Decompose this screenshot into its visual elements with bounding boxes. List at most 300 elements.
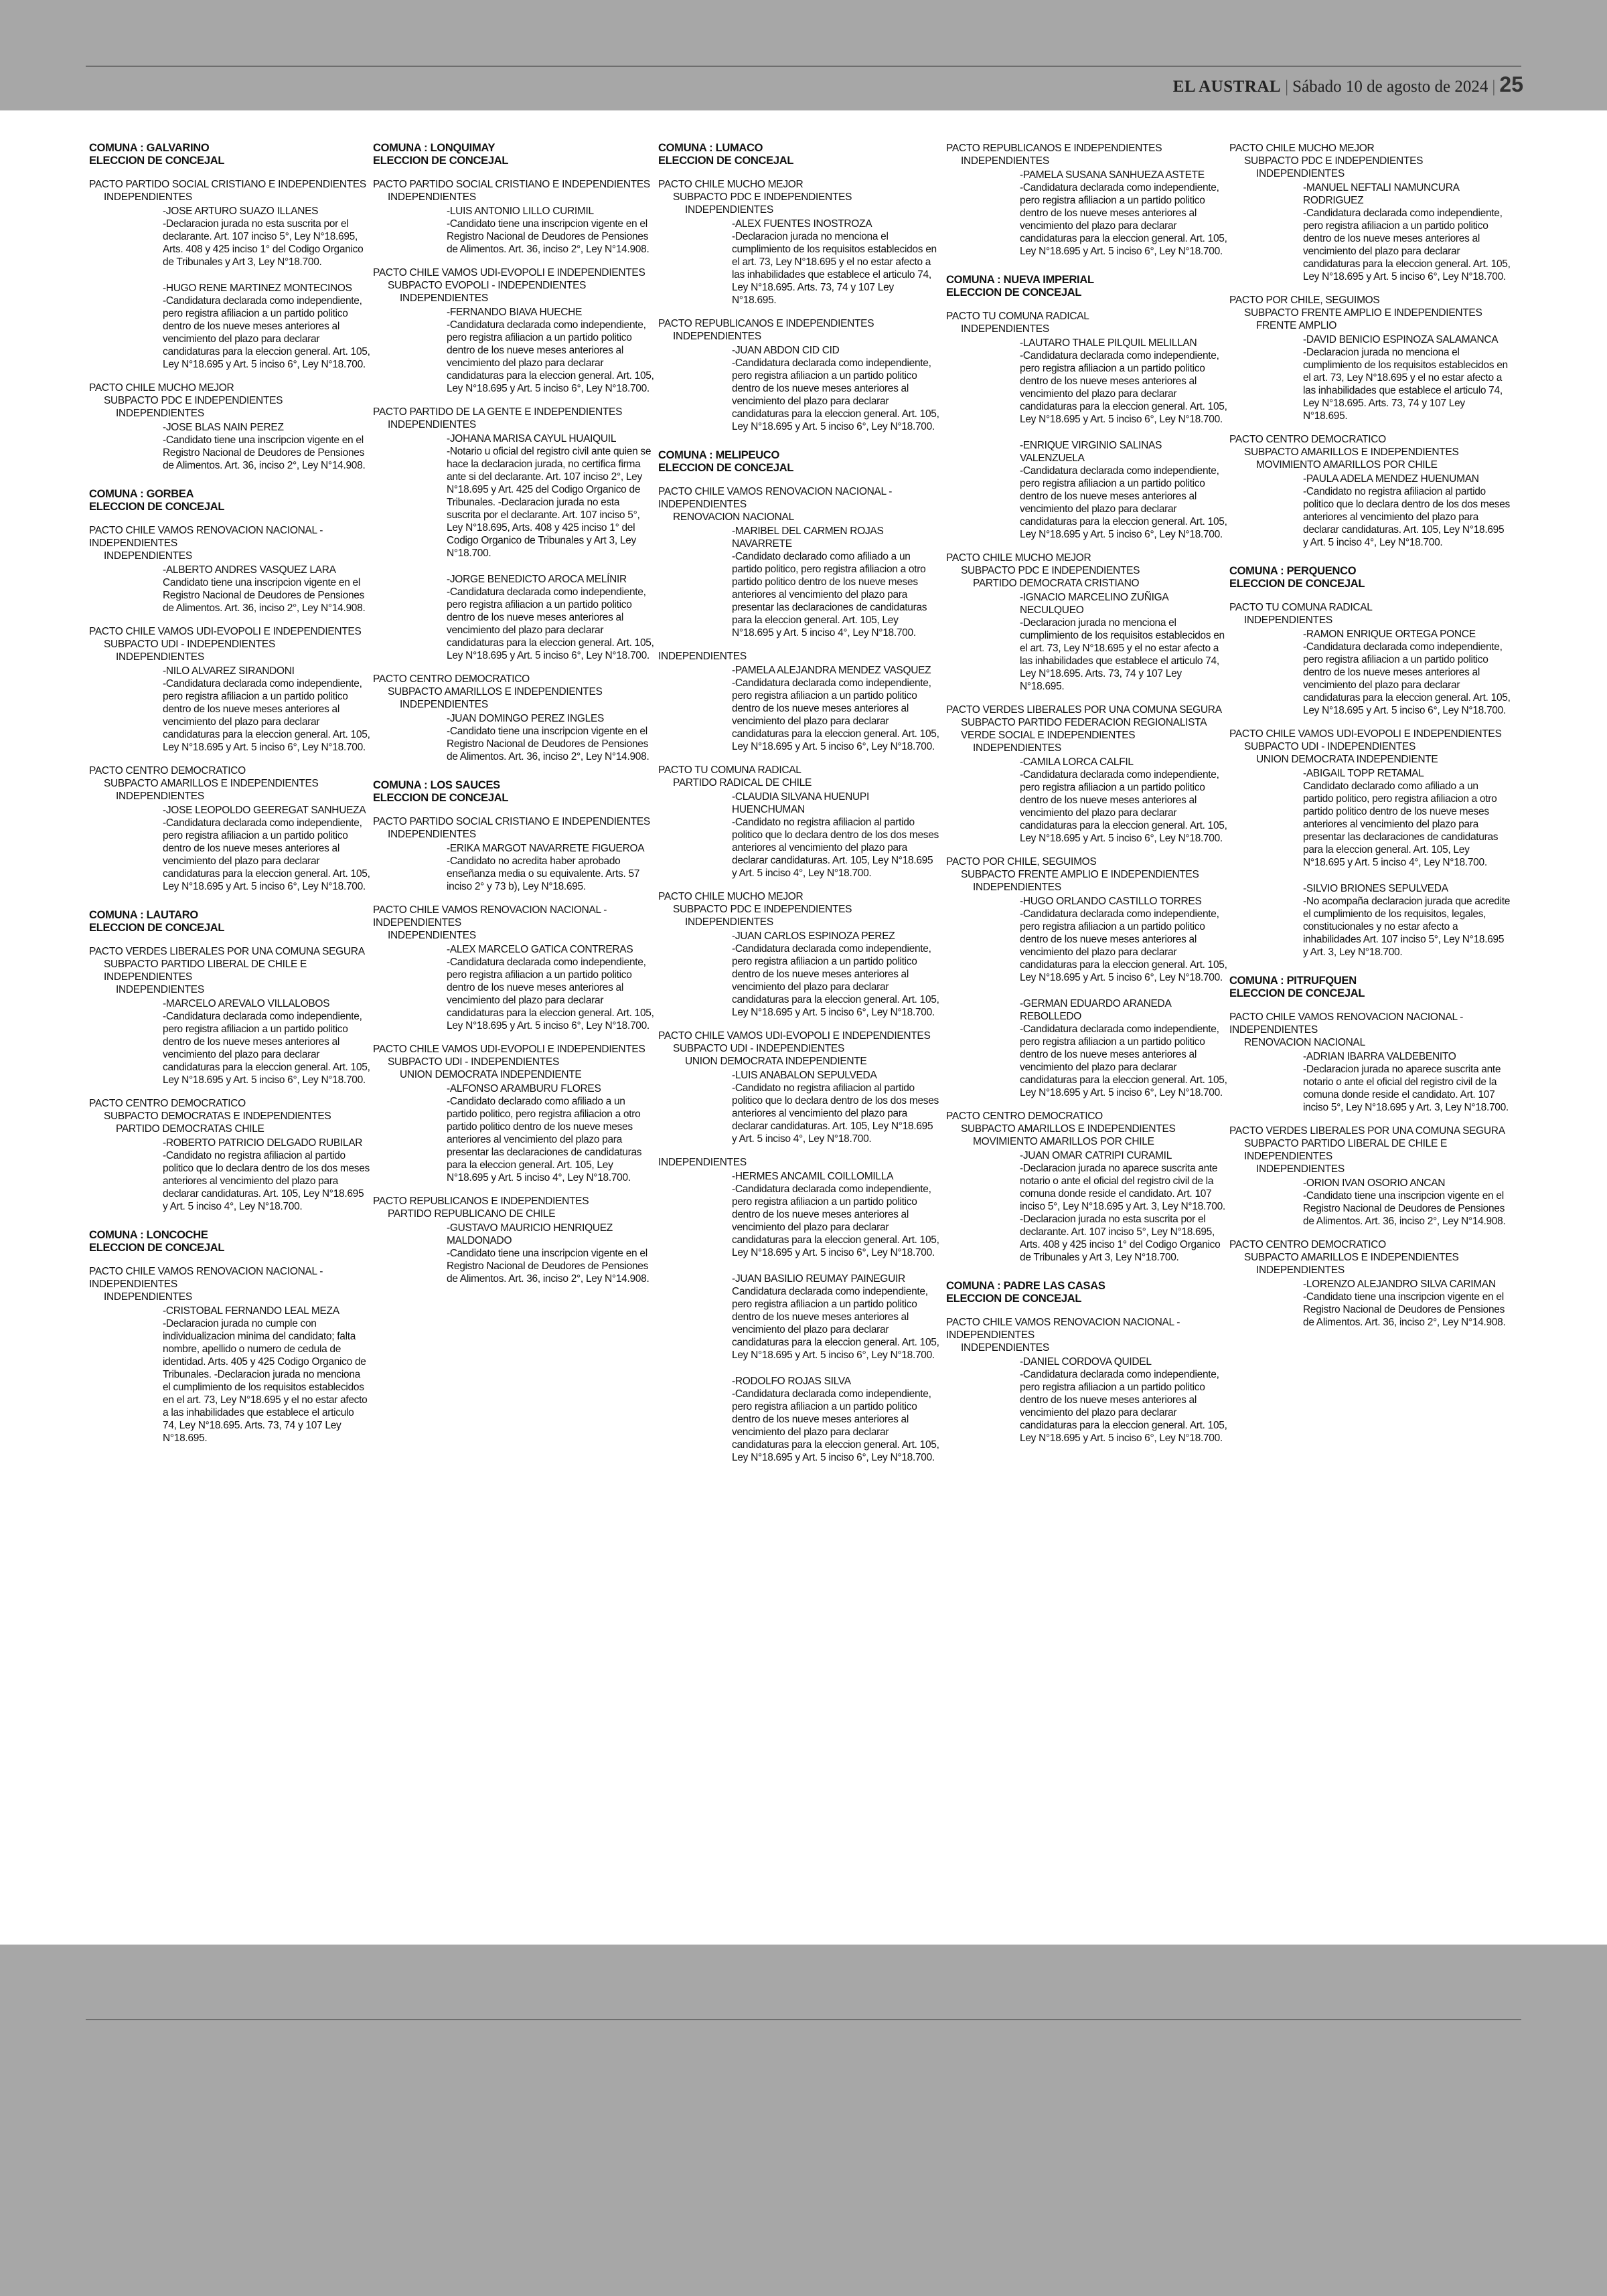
subpacto-name: INDEPENDIENTES <box>104 191 192 203</box>
pacto-name: PACTO CHILE MUCHO MEJOR <box>658 891 804 902</box>
election-heading: ELECCION DE CONCEJAL <box>1229 578 1365 590</box>
candidate-name: -CLAUDIA SILVANA HUENUPI HUENCHUMAN <box>732 791 869 815</box>
pacto-block <box>1229 294 1511 422</box>
candidate-observation: -Declaracion jurada no menciona el cumplimiento de los requisitos establecidos en el art. 73, Ley N°18.695 y el no estar afecto a las inhabilidades que establece el articulo 74, Ley N°18.695. Arts. 73, 74 y 107 Ley N°18.695. <box>732 231 937 306</box>
pacto-name: PACTO CHILE VAMOS UDI-EVOPOLI E INDEPENDIENTES <box>373 267 645 278</box>
subpacto-name: SUBPACTO PDC E INDEPENDIENTES <box>673 904 852 915</box>
pacto-block <box>89 178 370 371</box>
subpacto-name: SUBPACTO UDI - INDEPENDIENTES <box>104 639 275 650</box>
candidate-observation: -Candidatura declarada como independiente, pero registra afiliacion a un partido politico dentro de los nueve meses anteriores al vencimiento del plazo para declarar candidaturas para la eleccion general. Art. 105, Ley N°18.695 y Art. 5 inciso 6°, Ley N°18.700. <box>732 1388 939 1463</box>
subpacto-name: INDEPENDIENTES <box>961 155 1049 167</box>
subpacto-name: PARTIDO REPUBLICANO DE CHILE <box>388 1208 556 1220</box>
candidate-observation: -Declaracion jurada no menciona el cumplimiento de los requisitos establecidos en el art. 73, Ley N°18.695 y el no estar afecto a las inhabilidades que establece el articulo 74, Ley N°18.695. Arts. 73, 74 y 107 Ley N°18.695. <box>1020 617 1225 692</box>
subpacto-name: UNION DEMOCRATA INDEPENDIENTE <box>685 1056 867 1067</box>
pacto-block <box>89 764 370 893</box>
candidate-name: -MARCELO AREVALO VILLALOBOS <box>163 998 330 1009</box>
publication-name: EL AUSTRAL <box>1172 78 1282 96</box>
pacto-name: PACTO VERDES LIBERALES POR UNA COMUNA SEGURA <box>1229 1125 1505 1137</box>
candidate-name: -JUAN DOMINGO PEREZ INGLES <box>447 713 605 724</box>
pacto-block <box>373 904 654 1032</box>
candidate-entry <box>163 421 370 472</box>
subpacto-name: INDEPENDIENTES <box>685 204 773 216</box>
candidate-entry <box>163 205 370 268</box>
pacto-name: PACTO CENTRO DEMOCRATICO <box>89 1098 246 1109</box>
election-heading: ELECCION DE CONCEJAL <box>1229 987 1365 999</box>
candidate-name: -JUAN ABDON CID CID <box>732 345 840 356</box>
subpacto-name: SUBPACTO FRENTE AMPLIO E INDEPENDIENTES <box>961 869 1199 880</box>
candidate-observation: -Candidatura declarada como independiente, pero registra afiliacion a un partido politico dentro de los nueve meses anteriores al vencimiento del plazo para declarar candidaturas para la eleccion general. Art. 105, Ley N°18.695 y Art. 5 inciso 6°, Ley N°18.700. <box>163 1011 370 1086</box>
candidate-entry <box>163 564 370 614</box>
pacto-block <box>658 1030 939 1145</box>
candidate-observation: -Candidato no registra afiliacion al partido politico que lo declara dentro de los dos meses anteriores al vencimiento del plazo para declarar candidaturas. Art. 105, Ley N°18.695 y Art. 5 inciso 4°, Ley N°18.700. <box>732 817 939 879</box>
pacto-block <box>89 625 370 754</box>
section-gap <box>89 893 370 909</box>
candidate-observation: -Candidatura declarada como independiente, pero registra afiliacion a un partido politico dentro de los nueve meses anteriores al vencimiento del plazo para declarar candidaturas para la eleccion general. Art. 105, Ley N°18.695 y Art. 5 inciso 6°, Ley N°18.700. <box>1020 769 1227 844</box>
candidate-observation: -Candidatura declarada como independiente, pero registra afiliacion a un partido politico dentro de los nueve meses anteriores al vencimiento del plazo para declarar candidaturas para la eleccion general. Art. 105, Ley N°18.695 y Art. 5 inciso 6°, Ley N°18.700. <box>732 677 939 752</box>
candidate-name: -GERMAN EDUARDO ARANEDA REBOLLEDO <box>1020 998 1171 1022</box>
pacto-name: PACTO PARTIDO SOCIAL CRISTIANO E INDEPENDIENTES <box>373 179 650 190</box>
pacto-block <box>1229 1125 1511 1228</box>
section-gap <box>1229 959 1511 975</box>
subpacto-name: INDEPENDIENTES <box>1256 168 1345 179</box>
subpacto-name: INDEPENDIENTES <box>973 742 1061 754</box>
pacto-name: PACTO PARTIDO SOCIAL CRISTIANO E INDEPENDIENTES <box>373 816 650 827</box>
candidate-observation: -Declaracion jurada no menciona el cumplimiento de los requisitos establecidos en el art. 73, Ley N°18.695 y el no estar afecto a las inhabilidades que establece el articulo 74, Ley N°18.695. Arts. 73, 74 y 107 Ley N°18.695. <box>1303 347 1508 422</box>
candidate-observation: -Candidato tiene una inscripcion vigente en el Registro Nacional de Deudores de Pensiones de Alimentos. Art. 36, inciso 2°, Ley N°14.908. <box>1303 1190 1506 1227</box>
text-column-1 <box>89 142 370 1445</box>
comuna-heading: COMUNA : LAUTARO <box>89 909 198 921</box>
candidate-observation: -Candidato no registra afiliacion al partido politico que lo declara dentro de los dos meses anteriores al vencimiento del plazo para declarar candidaturas. Art. 105, Ley N°18.695 y Art. 5 inciso 4°, Ley N°18.700. <box>163 1150 370 1212</box>
pacto-block <box>658 178 939 307</box>
comuna-heading: COMUNA : LONQUIMAY <box>373 142 495 154</box>
pacto-name: PACTO CHILE VAMOS UDI-EVOPOLI E INDEPENDIENTES <box>658 1030 931 1042</box>
pacto-name: PACTO PARTIDO SOCIAL CRISTIANO E INDEPENDIENTES <box>89 179 366 190</box>
pacto-block <box>658 1156 939 1464</box>
section-gap <box>373 763 654 779</box>
pacto-name: INDEPENDIENTES <box>658 651 747 662</box>
newspaper-page <box>0 110 1607 1945</box>
section-gap <box>89 472 370 488</box>
candidate-name: -ALFONSO ARAMBURU FLORES <box>447 1083 601 1094</box>
subpacto-name: INDEPENDIENTES <box>1256 1163 1345 1175</box>
subpacto-name: INDEPENDIENTES <box>400 293 488 304</box>
subpacto-name: SUBPACTO UDI - INDEPENDIENTES <box>388 1056 559 1068</box>
candidate-name: -ALEX FUENTES INOSTROZA <box>732 218 872 230</box>
comuna-heading: COMUNA : PERQUENCO <box>1229 565 1357 577</box>
pacto-name: PACTO REPUBLICANOS E INDEPENDIENTES <box>373 1196 589 1207</box>
comuna-heading: COMUNA : LONCOCHE <box>89 1229 208 1241</box>
pacto-block <box>1229 433 1511 549</box>
candidate-observation: -Candidato tiene una inscripcion vigente en el Registro Nacional de Deudores de Pensiones de Alimentos. Art. 36, inciso 2°, Ley N°14.908. <box>1303 1291 1506 1328</box>
candidate-entry <box>1303 333 1511 422</box>
comuna-heading: COMUNA : PITRUFQUEN <box>1229 975 1357 987</box>
candidate-name: -RODOLFO ROJAS SILVA <box>732 1376 851 1387</box>
subpacto-name: INDEPENDIENTES <box>673 331 761 342</box>
candidate-entry <box>163 665 370 754</box>
subpacto-name: SUBPACTO AMARILLOS E INDEPENDIENTES <box>1244 446 1459 458</box>
subpacto-name: SUBPACTO PDC E INDEPENDIENTES <box>1244 155 1424 167</box>
pacto-name: PACTO PARTIDO DE LA GENTE E INDEPENDIENTES <box>373 406 623 418</box>
pacto-block <box>89 382 370 472</box>
pacto-name: PACTO CENTRO DEMOCRATICO <box>946 1111 1103 1122</box>
candidate-name: -GUSTAVO MAURICIO HENRIQUEZ MALDONADO <box>447 1222 613 1246</box>
candidate-name: -ALEX MARCELO GATICA CONTRERAS <box>447 944 633 955</box>
subpacto-name: INDEPENDIENTES <box>104 550 192 562</box>
candidate-name: -PAMELA SUSANA SANHUEZA ASTETE <box>1020 169 1205 181</box>
section-gap <box>89 1213 370 1229</box>
pacto-block <box>658 650 939 753</box>
candidate-name: -JOSE ARTURO SUAZO ILLANES <box>163 206 319 217</box>
pacto-block <box>373 1195 654 1285</box>
pacto-name: PACTO CHILE MUCHO MEJOR <box>658 179 804 190</box>
candidate-name: -LORENZO ALEJANDRO SILVA CARIMAN <box>1303 1279 1496 1290</box>
candidate-entry <box>163 997 370 1086</box>
candidate-name: -NILO ALVAREZ SIRANDONI <box>163 665 295 677</box>
candidate-observation: -Candidatura declarada como independiente, pero registra afiliacion a un partido politico dentro de los nueve meses anteriores al vencimiento del plazo para declarar candidaturas para la eleccion general. Art. 105, Ley N°18.695 y Art. 5 inciso 6°, Ley N°18.700. <box>163 817 370 892</box>
candidate-entry <box>1020 1356 1227 1445</box>
subpacto-name: SUBPACTO AMARILLOS E INDEPENDIENTES <box>388 686 603 698</box>
candidate-entry <box>732 525 939 639</box>
candidate-name: -JUAN BASILIO REUMAY PAINEGUIR <box>732 1273 905 1285</box>
subpacto-name: SUBPACTO DEMOCRATAS E INDEPENDIENTES <box>104 1111 331 1122</box>
candidate-observation: -Candidatura declarada como independiente, pero registra afiliacion a un partido politico dentro de los nueve meses anteriores al vencimiento del plazo para declarar candidaturas para la eleccion general. Art. 105, Ley N°18.695 y Art. 5 inciso 6°, Ley N°18.700. <box>732 1183 939 1258</box>
candidate-name: -PAMELA ALEJANDRA MENDEZ VASQUEZ <box>732 665 931 676</box>
candidate-name: -JOSE LEOPOLDO GEEREGAT SANHUEZA <box>163 805 366 816</box>
subpacto-name: UNION DEMOCRATA INDEPENDIENTE <box>1256 754 1438 765</box>
pacto-name: PACTO CHILE MUCHO MEJOR <box>1229 143 1375 154</box>
candidate-observation: Candidato tiene una inscripcion vigente en el Registro Nacional de Deudores de Pensiones de Alimentos. Art. 36, inciso 2°, Ley N°14.908. <box>163 577 366 614</box>
subpacto-name: INDEPENDIENTES <box>388 930 476 941</box>
subpacto-name: SUBPACTO PDC E INDEPENDIENTES <box>104 395 283 406</box>
subpacto-name: PARTIDO RADICAL DE CHILE <box>673 777 812 789</box>
election-heading: ELECCION DE CONCEJAL <box>373 155 509 167</box>
pacto-block <box>89 1265 370 1445</box>
subpacto-name: INDEPENDIENTES <box>388 191 476 203</box>
subpacto-name: SUBPACTO PDC E INDEPENDIENTES <box>673 191 852 203</box>
candidate-entry <box>1303 181 1511 283</box>
candidate-entry <box>1020 756 1227 845</box>
candidate-observation: Candidato declarado como afiliado a un partido politico, pero registra afiliacion a otro partido politico dentro de los nueve meses anteriores al vencimiento del plazo para presentar las declaraciones de candidaturas para la eleccion general. Art. 105, Ley N°18.695 y Art. 5 inciso 4°, Ley N°18.700. <box>1303 781 1499 868</box>
election-heading: ELECCION DE CONCEJAL <box>658 155 794 167</box>
candidate-entry <box>1303 882 1511 959</box>
election-heading: ELECCION DE CONCEJAL <box>373 792 509 804</box>
pacto-name: PACTO CENTRO DEMOCRATICO <box>89 765 246 776</box>
subpacto-name: INDEPENDIENTES <box>116 791 204 802</box>
page-number: 25 <box>1499 72 1523 96</box>
candidate-observation: -Candidatura declarada como independiente, pero registra afiliacion a un partido politico dentro de los nueve meses anteriores al vencimiento del plazo para declarar candidaturas para la eleccion general. Art. 105, Ley N°18.695 y Art. 5 inciso 6°, Ley N°18.700. <box>1020 1369 1227 1444</box>
candidate-entry <box>447 712 654 763</box>
candidate-observation: -Candidatura declarada como independiente, pero registra afiliacion a un partido politico dentro de los nueve meses anteriores al vencimiento del plazo para declarar candidaturas para la eleccion general. Art. 105, Ley N°18.695 y Art. 5 inciso 6°, Ley N°18.700. <box>1020 908 1227 983</box>
candidate-entry <box>447 432 654 560</box>
candidate-name: -IGNACIO MARCELINO ZUÑIGA NECULQUEO <box>1020 592 1168 616</box>
comuna-heading: COMUNA : NUEVA IMPERIAL <box>946 274 1094 286</box>
candidate-entry <box>732 344 939 433</box>
candidate-name: -LUIS ANTONIO LILLO CURIMIL <box>447 206 594 217</box>
candidate-name: -JUAN CARLOS ESPINOZA PEREZ <box>732 930 895 942</box>
candidate-observation: -Candidatura declarada como independiente, pero registra afiliacion a un partido politico dentro de los nueve meses anteriores al vencimiento del plazo para declarar candidaturas para la eleccion general. Art. 105, Ley N°18.695 y Art. 5 inciso 6°, Ley N°18.700. <box>447 586 654 661</box>
candidate-entry <box>1303 473 1511 549</box>
candidate-entry <box>732 1375 939 1464</box>
pacto-name: PACTO CHILE MUCHO MEJOR <box>89 382 234 394</box>
candidate-name: -DANIEL CORDOVA QUIDEL <box>1020 1356 1152 1368</box>
pacto-name: PACTO CHILE VAMOS UDI-EVOPOLI E INDEPENDIENTES <box>1229 728 1502 740</box>
election-heading: ELECCION DE CONCEJAL <box>89 155 225 167</box>
subpacto-name: MOVIMIENTO AMARILLOS POR CHILE <box>1256 459 1438 471</box>
subpacto-name: SUBPACTO FRENTE AMPLIO E INDEPENDIENTES <box>1244 307 1482 319</box>
candidate-observation: Candidatura declarada como independiente, pero registra afiliacion a un partido politico dentro de los nueve meses anteriores al vencimiento del plazo para declarar candidaturas para la eleccion general. Art. 105, Ley N°18.695 y Art. 5 inciso 6°, Ley N°18.700. <box>732 1286 939 1361</box>
candidate-observation: -Candidatura declarada como independiente, pero registra afiliacion a un partido politico dentro de los nueve meses anteriores al vencimiento del plazo para declarar candidaturas para la eleccion general. Art. 105, Ley N°18.695 y Art. 5 inciso 6°, Ley N°18.700. <box>732 943 939 1018</box>
subpacto-name: SUBPACTO AMARILLOS E INDEPENDIENTES <box>961 1123 1176 1135</box>
candidate-observation: -Candidatura declarada como independiente, pero registra afiliacion a un partido politico dentro de los nueve meses anteriores al vencimiento del plazo para declarar candidaturas para la eleccion general. Art. 105, Ley N°18.695 y Art. 5 inciso 6°, Ley N°18.700. <box>1020 350 1227 425</box>
candidate-entry <box>447 1222 654 1285</box>
candidate-entry <box>732 1170 939 1259</box>
candidate-observation: -Declaracion jurada no cumple con individualizacion minima del candidato; falta nombre, apellido o numero de cedula de identidad. Arts. 405 y 425 Codigo Organico de Tribunales. -Declaracion jurada no menciona el cumplimiento de los requisitos establecidos en el art. 73, Ley N°18.695 y el no estar afecto a las inhabilidades que establece el articulo 74, Ley N°18.695. Arts. 73, 74 y 107 Ley N°18.695. <box>163 1318 368 1444</box>
pacto-block <box>946 552 1227 693</box>
subpacto-name: SUBPACTO PARTIDO LIBERAL DE CHILE E INDEPENDIENTES <box>1244 1138 1448 1162</box>
pacto-name: PACTO CENTRO DEMOCRATICO <box>1229 1239 1386 1250</box>
pacto-block <box>1229 142 1511 283</box>
subpacto-name: INDEPENDIENTES <box>388 419 476 430</box>
pacto-name: PACTO CENTRO DEMOCRATICO <box>373 673 530 685</box>
candidate-name: -ADRIAN IBARRA VALDEBENITO <box>1303 1051 1456 1062</box>
pacto-name: PACTO CHILE MUCHO MEJOR <box>946 552 1091 564</box>
candidate-name: -CRISTOBAL FERNANDO LEAL MEZA <box>163 1305 339 1317</box>
comuna-heading: COMUNA : MELIPEUCO <box>658 449 779 461</box>
header-separator: | <box>1492 78 1496 96</box>
candidate-entry <box>163 1305 370 1445</box>
pacto-block <box>89 524 370 614</box>
election-heading: ELECCION DE CONCEJAL <box>658 462 794 474</box>
candidate-observation: -Declaracion jurada no esta suscrita por el declarante. Art. 107 inciso 5°, Ley N°18.695, Arts. 408 y 425 inciso 1° del Codigo Organico de Tribunales y Art 3, Ley N°18.700. <box>163 218 364 268</box>
pacto-name: PACTO CHILE VAMOS RENOVACION NACIONAL - INDEPENDIENTES <box>946 1317 1180 1341</box>
header-rule <box>86 66 1521 67</box>
candidate-entry <box>447 842 654 893</box>
pacto-block <box>946 1110 1227 1264</box>
candidate-entry <box>1303 767 1511 869</box>
candidate-entry <box>1020 1149 1227 1264</box>
subpacto-name: INDEPENDIENTES <box>104 1291 192 1303</box>
candidate-entry <box>447 205 654 256</box>
candidate-entry <box>447 943 654 1032</box>
pacto-name: PACTO CHILE VAMOS RENOVACION NACIONAL - INDEPENDIENTES <box>89 525 323 549</box>
candidate-entry <box>1303 628 1511 717</box>
candidate-observation: -Candidatura declarada como independiente, pero registra afiliacion a un partido politico dentro de los nueve meses anteriores al vencimiento del plazo para declarar candidaturas para la eleccion general. Art. 105, Ley N°18.695 y Art. 5 inciso 6°, Ley N°18.700. <box>447 319 654 394</box>
subpacto-name: INDEPENDIENTES <box>388 829 476 840</box>
candidate-entry <box>163 804 370 893</box>
pacto-block <box>373 266 654 395</box>
candidate-name: -LUIS ANABALON SEPULVEDA <box>732 1070 877 1081</box>
subpacto-name: SUBPACTO PDC E INDEPENDIENTES <box>961 565 1140 576</box>
candidate-name: -CAMILA LORCA CALFIL <box>1020 756 1134 768</box>
pacto-name: PACTO TU COMUNA RADICAL <box>658 764 801 776</box>
pacto-block <box>946 855 1227 1099</box>
candidate-observation: -Declaracion jurada no aparece suscrita ante notario o ante el oficial del registro civil de la comuna donde reside el candidato. Art. 107 inciso 5°, Ley N°18.695 y Art. 3, Ley N°18.700. -Declaracion jurada no esta suscrita por el declarante. Art. 107 inciso 5°, Ley N°18.695, Arts. 408 y 425 inciso 1° del Codigo Organico de Tribunales y Art 3, Ley N°18.700. <box>1020 1163 1225 1263</box>
subpacto-name: INDEPENDIENTES <box>685 916 773 928</box>
subpacto-name: INDEPENDIENTES <box>116 651 204 663</box>
candidate-entry <box>447 1082 654 1184</box>
pacto-name: PACTO CHILE VAMOS RENOVACION NACIONAL - INDEPENDIENTES <box>1229 1011 1464 1036</box>
subpacto-name: SUBPACTO EVOPOLI - INDEPENDIENTES <box>388 280 587 291</box>
candidate-observation: -Candidato no acredita haber aprobado enseñanza media o su equivalente. Arts. 57 inciso 2° y 73 b), Ley N°18.695. <box>447 855 640 892</box>
text-column-5 <box>1229 142 1511 1329</box>
candidate-entry <box>163 1137 370 1213</box>
pacto-block <box>1229 1238 1511 1329</box>
candidate-entry <box>1020 591 1227 693</box>
pacto-name: PACTO CHILE VAMOS RENOVACION NACIONAL - INDEPENDIENTES <box>89 1266 323 1290</box>
section-gap <box>1229 549 1511 565</box>
candidate-name: -ERIKA MARGOT NAVARRETE FIGUEROA <box>447 843 645 854</box>
subpacto-name: UNION DEMOCRATA INDEPENDIENTE <box>400 1069 582 1080</box>
pacto-name: PACTO CHILE VAMOS UDI-EVOPOLI E INDEPENDIENTES <box>89 626 362 637</box>
candidate-name: -RAMON ENRIQUE ORTEGA PONCE <box>1303 629 1476 640</box>
subpacto-name: SUBPACTO PARTIDO FEDERACION REGIONALISTA VERDE SOCIAL E INDEPENDIENTES <box>961 717 1207 741</box>
candidate-name: -JOHANA MARISA CAYUL HUAIQUIL <box>447 433 617 444</box>
candidate-observation: -Candidatura declarada como independiente, pero registra afiliacion a un partido politico dentro de los nueve meses anteriores al vencimiento del plazo para declarar candidaturas para la eleccion general. Art. 105, Ley N°18.695 y Art. 5 inciso 6°, Ley N°18.700. <box>1020 182 1227 257</box>
candidate-entry <box>1020 169 1227 258</box>
subpacto-name: INDEPENDIENTES <box>400 699 488 710</box>
footer-rule <box>86 2019 1521 2020</box>
election-heading: ELECCION DE CONCEJAL <box>89 922 225 934</box>
candidate-entry <box>732 1273 939 1362</box>
subpacto-name: INDEPENDIENTES <box>961 323 1049 335</box>
candidate-entry <box>1020 337 1227 426</box>
pacto-block <box>1229 728 1511 959</box>
comuna-heading: COMUNA : GALVARINO <box>89 142 210 154</box>
candidate-name: -JORGE BENEDICTO AROCA MELÍNIR <box>447 574 627 585</box>
candidate-name: -ALBERTO ANDRES VASQUEZ LARA <box>163 564 336 576</box>
candidate-entry <box>163 282 370 371</box>
subpacto-name: PARTIDO DEMOCRATA CRISTIANO <box>973 578 1140 589</box>
section-gap <box>946 1264 1227 1280</box>
candidate-name: -PAULA ADELA MENDEZ HUENUMAN <box>1303 473 1479 485</box>
candidate-entry <box>1020 895 1227 984</box>
pacto-block <box>373 1043 654 1184</box>
pacto-block <box>89 1097 370 1213</box>
candidate-observation: -Candidatura declarada como independiente, pero registra afiliacion a un partido politico dentro de los nueve meses anteriores al vencimiento del plazo para declarar candidaturas para la eleccion general. Art. 105, Ley N°18.695 y Art. 5 inciso 6°, Ley N°18.700. <box>1303 208 1511 282</box>
election-heading: ELECCION DE CONCEJAL <box>946 1293 1082 1305</box>
candidate-name: -ROBERTO PATRICIO DELGADO RUBILAR <box>163 1137 363 1149</box>
pacto-block <box>946 1316 1227 1445</box>
subpacto-name: SUBPACTO UDI - INDEPENDIENTES <box>1244 741 1415 752</box>
pacto-block <box>373 406 654 662</box>
election-heading: ELECCION DE CONCEJAL <box>946 286 1082 299</box>
election-heading: ELECCION DE CONCEJAL <box>89 501 225 513</box>
candidate-observation: -Candidato declarado como afiliado a un partido politico, pero registra afiliacion a otro partido politico dentro de los nueve meses anteriores al vencimiento del plazo para presentar las declaraciones de candidaturas para la eleccion general. Art. 105, Ley N°18.695 y Art. 5 inciso 4°, Ley N°18.700. <box>732 551 927 639</box>
text-column-2 <box>373 142 654 1285</box>
candidate-observation: -Candidatura declarada como independiente, pero registra afiliacion a un partido politico dentro de los nueve meses anteriores al vencimiento del plazo para declarar candidaturas para la eleccion general. Art. 105, Ley N°18.695 y Art. 5 inciso 6°, Ley N°18.700. <box>447 957 654 1032</box>
pacto-name: PACTO TU COMUNA RADICAL <box>946 311 1089 322</box>
candidate-entry <box>447 306 654 395</box>
candidate-observation: -Notario u oficial del registro civil ante quien se hace la declaracion jurada, no certifica firma ante si del declarante. Art. 107 inciso 2°, Ley N°18.695 y Art. 425 del Codigo Organico de Tribunales. -Declaracion jurada no esta suscrita por el declarante. Art. 107 inciso 5°, Ley N°18.695, Arts. 408 y 425 inciso 1° del Codigo Organico de Tribunales y Art 3, Ley N°18.700. <box>447 446 652 559</box>
pacto-block <box>658 485 939 639</box>
pacto-name: PACTO POR CHILE, SEGUIMOS <box>946 856 1097 868</box>
pacto-block <box>946 704 1227 845</box>
candidate-name: -HUGO RENE MARTINEZ MONTECINOS <box>163 282 352 294</box>
text-column-3 <box>658 142 939 1464</box>
subpacto-name: INDEPENDIENTES <box>116 408 204 419</box>
candidate-entry <box>1303 1050 1511 1114</box>
pacto-block <box>658 317 939 433</box>
subpacto-name: INDEPENDIENTES <box>1244 614 1332 626</box>
candidate-name: -JUAN OMAR CATRIPI CURAMIL <box>1020 1150 1172 1161</box>
subpacto-name: PARTIDO DEMOCRATAS CHILE <box>116 1123 264 1135</box>
subpacto-name: SUBPACTO PARTIDO LIBERAL DE CHILE E INDEPENDIENTES <box>104 959 307 983</box>
pacto-block <box>373 673 654 763</box>
pacto-block <box>946 142 1227 258</box>
candidate-name: -MARIBEL DEL CARMEN ROJAS NAVARRETE <box>732 525 884 550</box>
candidate-entry <box>732 218 939 307</box>
page-header <box>1173 72 1523 97</box>
candidate-entry <box>447 573 654 662</box>
header-separator: | <box>1285 78 1289 96</box>
pacto-name: INDEPENDIENTES <box>658 1157 747 1168</box>
candidate-observation: -No acompaña declaracion jurada que acredite el cumplimiento de los requisitos, legales, constitucionales y no estar afecto a inhabilidades Art. 107 inciso 5°, Ley N°18.695 y Art. 3, Ley N°18.700. <box>1303 896 1511 958</box>
candidate-entry <box>732 791 939 880</box>
subpacto-name: SUBPACTO AMARILLOS E INDEPENDIENTES <box>1244 1252 1459 1263</box>
candidate-name: -FERNANDO BIAVA HUECHE <box>447 307 583 318</box>
candidate-name: -HERMES ANCAMIL COILLOMILLA <box>732 1171 894 1182</box>
candidate-observation: -Candidatura declarada como independiente, pero registra afiliacion a un partido politico dentro de los nueve meses anteriores al vencimiento del plazo para declarar candidaturas para la eleccion general. Art. 105, Ley N°18.695 y Art. 5 inciso 6°, Ley N°18.700. <box>163 678 370 753</box>
pacto-name: PACTO REPUBLICANOS E INDEPENDIENTES <box>658 318 874 329</box>
subpacto-name: INDEPENDIENTES <box>973 882 1061 893</box>
candidate-name: -JOSE BLAS NAIN PEREZ <box>163 422 284 433</box>
candidate-name: -ENRIQUE VIRGINIO SALINAS VALENZUELA <box>1020 440 1162 464</box>
pacto-name: PACTO VERDES LIBERALES POR UNA COMUNA SEGURA <box>946 704 1222 716</box>
subpacto-name: RENOVACION NACIONAL <box>673 511 794 523</box>
subpacto-name: INDEPENDIENTES <box>1256 1264 1345 1276</box>
publication-date: Sábado 10 de agosto de 2024 <box>1292 78 1488 96</box>
pacto-block <box>89 945 370 1086</box>
pacto-block <box>946 310 1227 541</box>
candidate-observation: -Candidato tiene una inscripcion vigente en el Registro Nacional de Deudores de Pensiones de Alimentos. Art. 36, inciso 2°, Ley N°14.908. <box>447 218 649 255</box>
candidate-name: -ABIGAIL TOPP RETAMAL <box>1303 768 1424 779</box>
pacto-name: PACTO REPUBLICANOS E INDEPENDIENTES <box>946 143 1162 154</box>
candidate-observation: -Candidatura declarada como independiente, pero registra afiliacion a un partido politico dentro de los nueve meses anteriores al vencimiento del plazo para declarar candidaturas para la eleccion general. Art. 105, Ley N°18.695 y Art. 5 inciso 6°, Ley N°18.700. <box>163 295 370 370</box>
candidate-observation: -Candidatura declarada como independiente, pero registra afiliacion a un partido politico dentro de los nueve meses anteriores al vencimiento del plazo para declarar candidaturas para la eleccion general. Art. 105, Ley N°18.695 y Art. 5 inciso 6°, Ley N°18.700. <box>732 357 939 432</box>
comuna-heading: COMUNA : PADRE LAS CASAS <box>946 1280 1105 1292</box>
candidate-observation: -Candidato tiene una inscripcion vigente en el Registro Nacional de Deudores de Pensiones de Alimentos. Art. 36, inciso 2°, Ley N°14.908. <box>447 1248 649 1285</box>
comuna-heading: COMUNA : LUMACO <box>658 142 763 154</box>
candidate-observation: -Candidatura declarada como independiente, pero registra afiliacion a un partido politico dentro de los nueve meses anteriores al vencimiento del plazo para declarar candidaturas para la eleccion general. Art. 105, Ley N°18.695 y Art. 5 inciso 6°, Ley N°18.700. <box>1303 641 1511 716</box>
subpacto-name: SUBPACTO AMARILLOS E INDEPENDIENTES <box>104 778 319 789</box>
section-gap <box>946 258 1227 274</box>
candidate-name: -ORION IVAN OSORIO ANCAN <box>1303 1177 1446 1189</box>
subpacto-name: FRENTE AMPLIO <box>1256 320 1337 331</box>
candidate-name: -LAUTARO THALE PILQUIL MELILLAN <box>1020 337 1197 349</box>
comuna-heading: COMUNA : GORBEA <box>89 488 194 500</box>
candidate-name: -HUGO ORLANDO CASTILLO TORRES <box>1020 896 1202 907</box>
candidate-entry <box>732 930 939 1019</box>
pacto-block <box>1229 1011 1511 1114</box>
candidate-name: -MANUEL NEFTALI NAMUNCURA RODRIGUEZ <box>1303 182 1459 206</box>
pacto-block <box>658 764 939 880</box>
pacto-name: PACTO POR CHILE, SEGUIMOS <box>1229 295 1380 306</box>
pacto-name: PACTO CHILE VAMOS RENOVACION NACIONAL - INDEPENDIENTES <box>373 904 607 928</box>
pacto-name: PACTO CHILE VAMOS RENOVACION NACIONAL - INDEPENDIENTES <box>658 486 893 510</box>
candidate-entry <box>1020 439 1227 541</box>
subpacto-name: RENOVACION NACIONAL <box>1244 1037 1365 1048</box>
pacto-name: PACTO CENTRO DEMOCRATICO <box>1229 434 1386 445</box>
candidate-observation: -Candidato tiene una inscripcion vigente en el Registro Nacional de Deudores de Pensiones de Alimentos. Art. 36, inciso 2°, Ley N°14.908. <box>447 726 649 762</box>
candidate-entry <box>1303 1278 1511 1329</box>
candidate-entry <box>732 1069 939 1145</box>
pacto-block <box>373 815 654 893</box>
subpacto-name: INDEPENDIENTES <box>961 1342 1049 1354</box>
pacto-block <box>658 890 939 1019</box>
pacto-name: PACTO TU COMUNA RADICAL <box>1229 602 1373 613</box>
comuna-heading: COMUNA : LOS SAUCES <box>373 779 500 791</box>
subpacto-name: INDEPENDIENTES <box>116 984 204 995</box>
